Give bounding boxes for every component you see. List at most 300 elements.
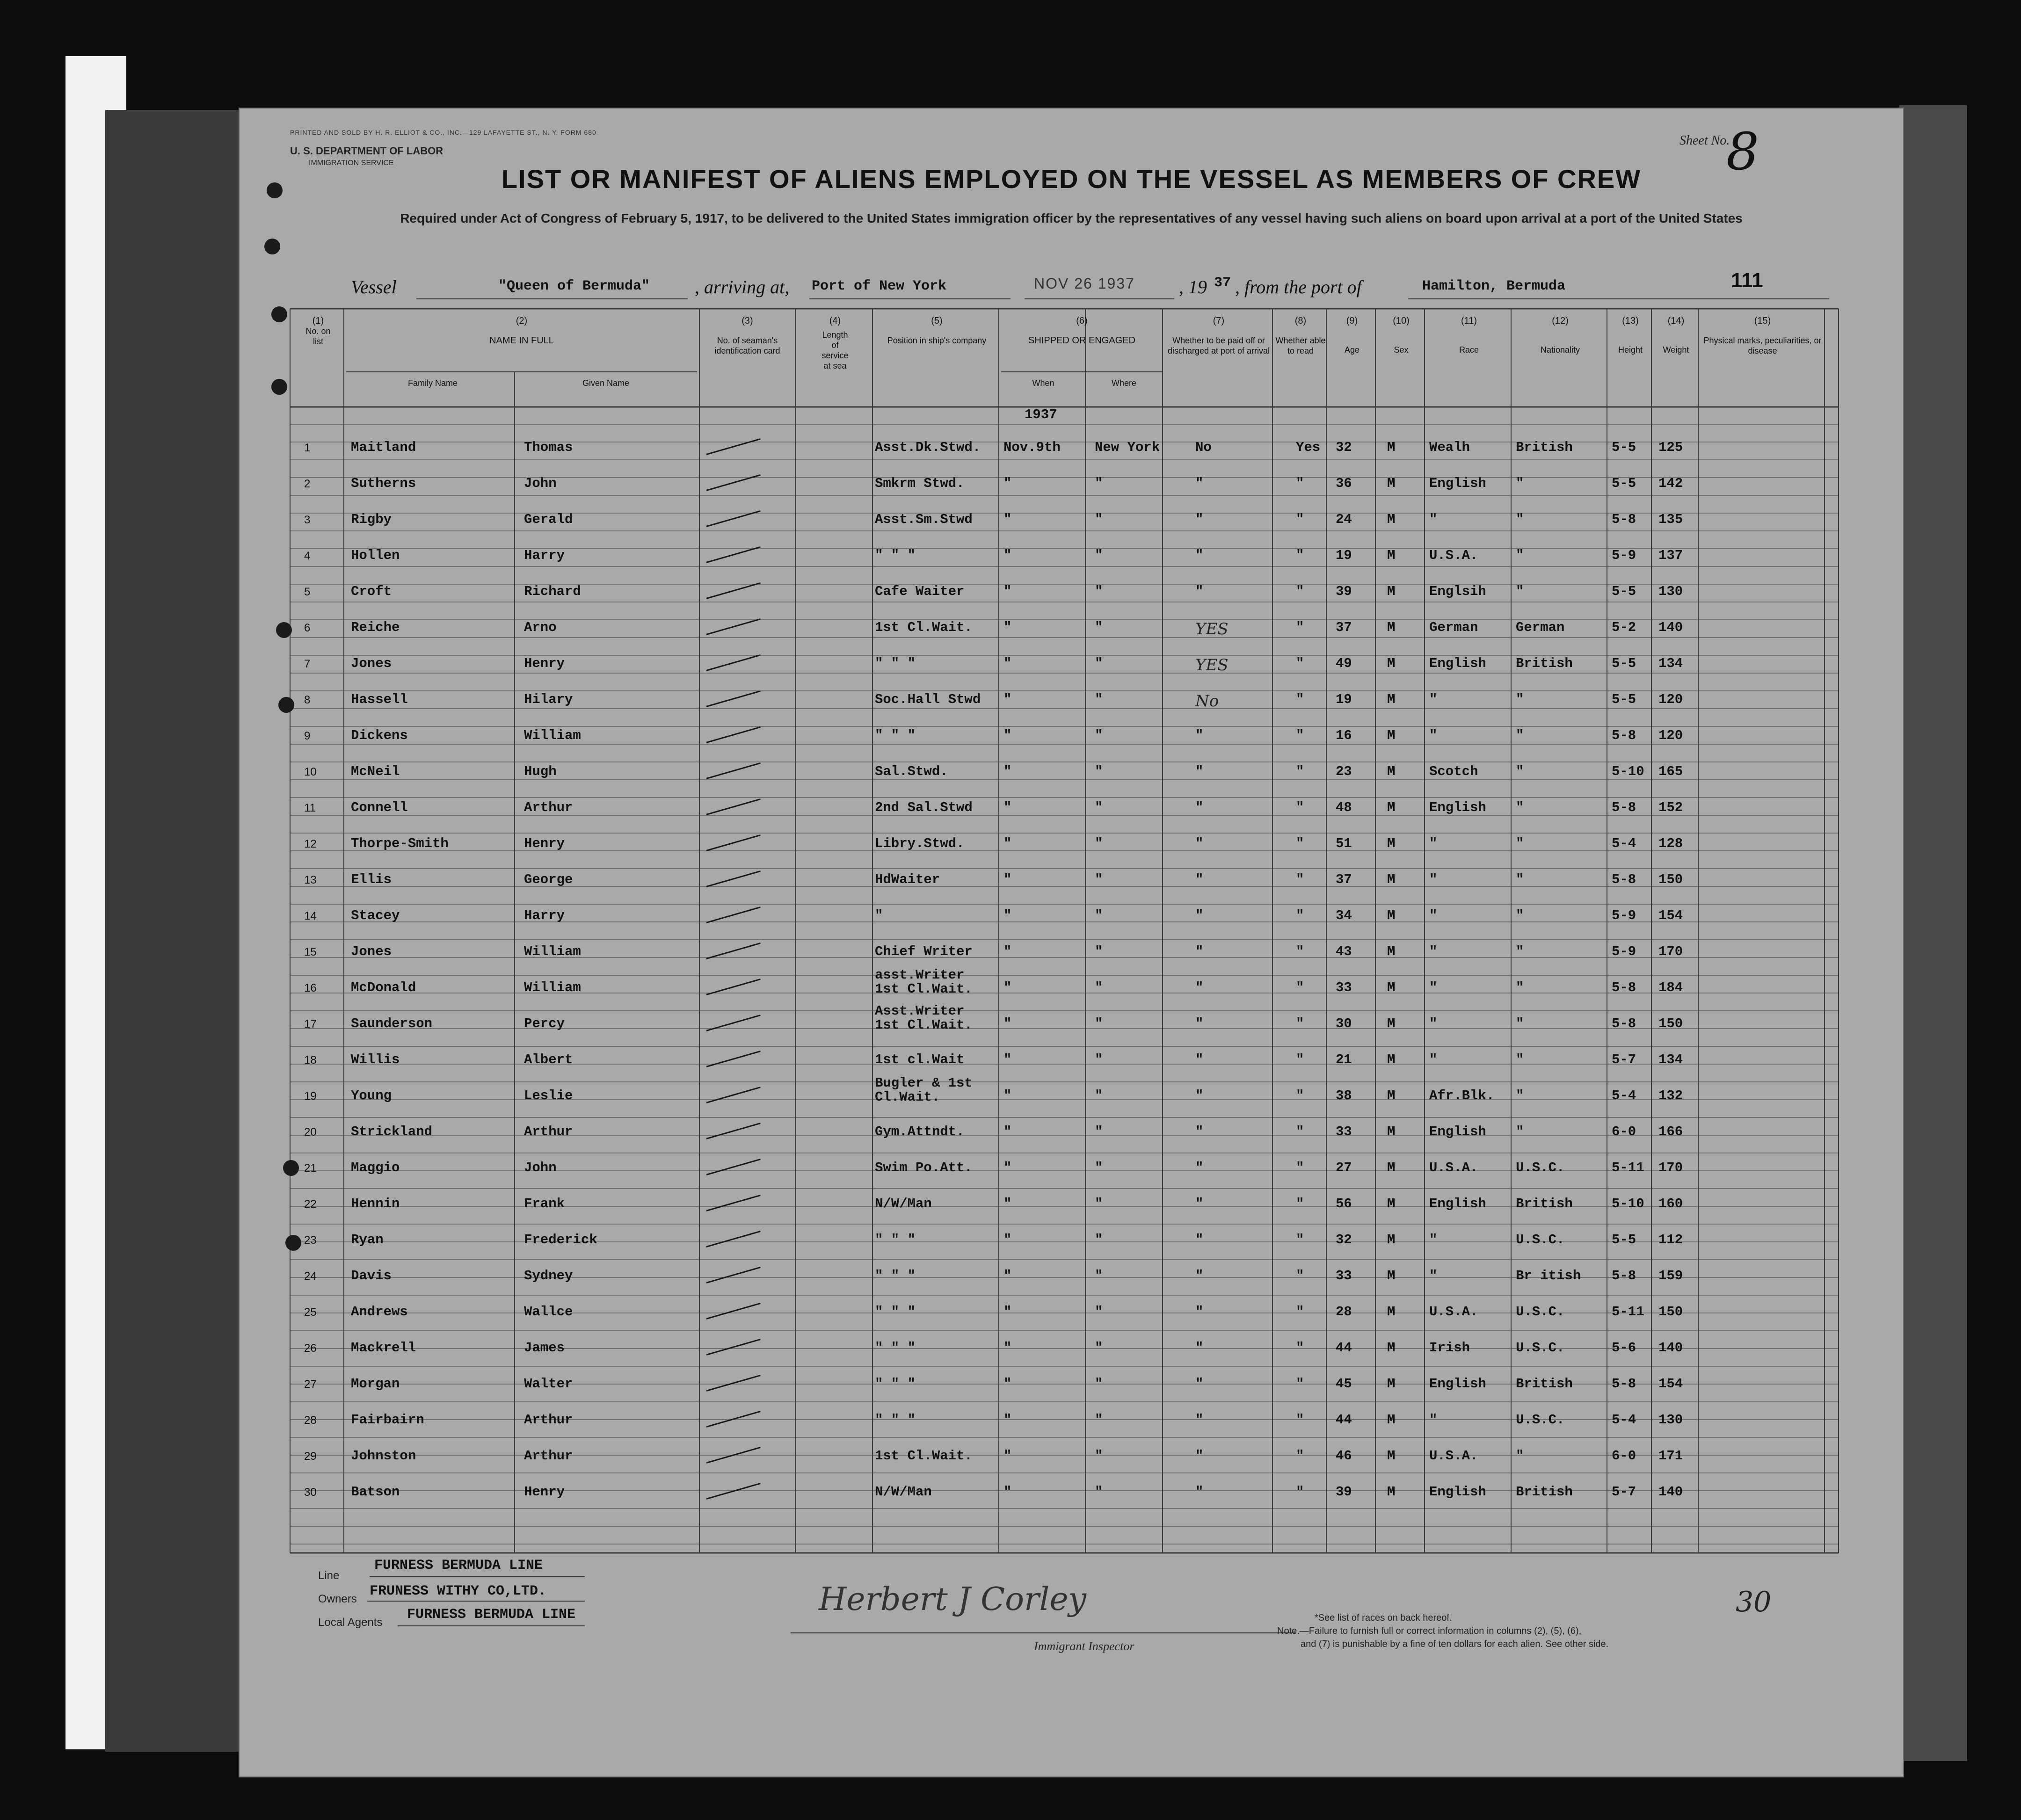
cell-where: " bbox=[1095, 692, 1103, 707]
col6-header: SHIPPED OR ENGAGED bbox=[1028, 335, 1135, 346]
cell-nat: " bbox=[1516, 980, 1524, 995]
cell-race: " bbox=[1429, 908, 1438, 923]
cell-sex: M bbox=[1387, 908, 1396, 923]
cell-where: " bbox=[1095, 872, 1103, 887]
cell-age: 51 bbox=[1336, 836, 1352, 851]
cell-race: U.S.A. bbox=[1429, 548, 1478, 563]
cell-when: " bbox=[1003, 872, 1012, 887]
cell-age: 19 bbox=[1336, 692, 1352, 707]
punch-hole bbox=[276, 622, 292, 638]
cell-height: 5-5 bbox=[1612, 1232, 1636, 1247]
cell-height: 5-6 bbox=[1612, 1340, 1636, 1356]
cell-weight: 165 bbox=[1658, 764, 1683, 779]
cell-nat: British bbox=[1516, 440, 1573, 455]
cell-age: 38 bbox=[1336, 1088, 1352, 1103]
cell-family: Andrews bbox=[351, 1304, 408, 1320]
col11-header: Race bbox=[1459, 345, 1479, 355]
cell-nat: " bbox=[1516, 836, 1524, 851]
cell-paid: " bbox=[1195, 584, 1204, 599]
cell-paid: " bbox=[1195, 980, 1204, 995]
cell-when: " bbox=[1003, 1196, 1012, 1211]
punch-hole bbox=[285, 1235, 301, 1251]
cell-paid: " bbox=[1195, 836, 1204, 851]
col14-header: Weight bbox=[1663, 345, 1689, 355]
cell-given: John bbox=[524, 1160, 557, 1175]
cell-read: " bbox=[1296, 944, 1304, 959]
sheet-number: 8 bbox=[1726, 122, 1759, 181]
cell-family: Morgan bbox=[351, 1376, 400, 1392]
cell-family: McNeil bbox=[351, 764, 400, 779]
cell-given: Henry bbox=[524, 656, 565, 671]
cell-height: 5-5 bbox=[1612, 692, 1636, 707]
cell-age: 33 bbox=[1336, 1268, 1352, 1283]
cell-when: " bbox=[1003, 1412, 1012, 1428]
col9-num: (9) bbox=[1346, 316, 1358, 326]
arriving-label: , arriving at, bbox=[695, 276, 790, 297]
cell-sex: M bbox=[1387, 764, 1396, 779]
cell-weight: 170 bbox=[1658, 1160, 1683, 1175]
cell-nat: U.S.C. bbox=[1516, 1304, 1565, 1320]
cell-when: " bbox=[1003, 476, 1012, 491]
col12-header: Nationality bbox=[1540, 345, 1580, 355]
owners-label: Owners bbox=[318, 1593, 357, 1605]
cell-where: " bbox=[1095, 944, 1103, 959]
cell-no: 24 bbox=[304, 1270, 317, 1283]
cell-read: " bbox=[1296, 800, 1304, 815]
cell-age: 45 bbox=[1336, 1376, 1352, 1392]
col2a-header: Family Name bbox=[407, 378, 458, 388]
cell-height: 5-10 bbox=[1612, 1196, 1644, 1211]
cell-age: 39 bbox=[1336, 584, 1352, 599]
cell-race: English bbox=[1429, 1124, 1486, 1139]
corner-mark: 30 bbox=[1736, 1586, 1772, 1618]
cell-when: " bbox=[1003, 1340, 1012, 1356]
cell-read: " bbox=[1296, 1196, 1304, 1211]
cell-read: " bbox=[1296, 1124, 1304, 1139]
cell-height: 6-0 bbox=[1612, 1124, 1636, 1139]
cell-read: " bbox=[1296, 1412, 1304, 1428]
cell-family: Connell bbox=[351, 800, 408, 815]
cell-where: " bbox=[1095, 548, 1103, 563]
cell-height: 5-4 bbox=[1612, 1088, 1636, 1103]
cell-paid: " bbox=[1195, 944, 1204, 959]
cell-age: 44 bbox=[1336, 1412, 1352, 1428]
cell-sex: M bbox=[1387, 1412, 1396, 1428]
cell-no: 27 bbox=[304, 1378, 317, 1391]
agents-underline bbox=[398, 1625, 585, 1626]
cell-paid: " bbox=[1195, 1088, 1204, 1103]
cell-sex: M bbox=[1387, 512, 1396, 527]
inspector-signature: Herbert J Corley bbox=[819, 1581, 1087, 1618]
col8-num: (8) bbox=[1294, 316, 1307, 326]
cell-read: " bbox=[1296, 620, 1304, 635]
col6b-header: Where bbox=[1111, 378, 1136, 388]
cell-family: Reiche bbox=[351, 620, 400, 635]
col13-header: Height bbox=[1618, 345, 1643, 355]
cell-nat: " bbox=[1516, 908, 1524, 923]
cell-no: 2 bbox=[304, 478, 311, 490]
from-port: Hamilton, Bermuda bbox=[1422, 278, 1566, 294]
cell-when: " bbox=[1003, 980, 1012, 995]
cell-weight: 166 bbox=[1658, 1124, 1683, 1139]
cell-given: Richard bbox=[524, 584, 581, 599]
cell-read: " bbox=[1296, 1448, 1304, 1464]
arrival-port: Port of New York bbox=[812, 278, 947, 294]
ruled-grid bbox=[239, 108, 1904, 1777]
cell-paid: " bbox=[1195, 1196, 1204, 1211]
cell-weight: 140 bbox=[1658, 1484, 1683, 1500]
cell-race: English bbox=[1429, 1376, 1486, 1392]
cell-where: " bbox=[1095, 1304, 1103, 1320]
cell-when: " bbox=[1003, 620, 1012, 635]
cell-family: Davis bbox=[351, 1268, 392, 1283]
cell-height: 5-5 bbox=[1612, 656, 1636, 671]
cell-when: " bbox=[1003, 512, 1012, 527]
cell-family: Mackrell bbox=[351, 1340, 416, 1356]
cell-nat: German bbox=[1516, 620, 1565, 635]
cell-race: " bbox=[1429, 728, 1438, 743]
line-underline bbox=[370, 1576, 585, 1577]
cell-nat: U.S.C. bbox=[1516, 1340, 1565, 1356]
cell-position: " " " bbox=[875, 1376, 916, 1392]
cell-sex: M bbox=[1387, 872, 1396, 887]
cell-position: Smkrm Stwd. bbox=[875, 476, 965, 491]
cell-no: 14 bbox=[304, 910, 317, 922]
cell-where: " bbox=[1095, 1376, 1103, 1392]
cell-position: " bbox=[875, 908, 883, 923]
cell-age: 28 bbox=[1336, 1304, 1352, 1320]
cell-paid: " bbox=[1195, 1448, 1204, 1464]
cell-race: " bbox=[1429, 1412, 1438, 1428]
cell-height: 5-9 bbox=[1612, 908, 1636, 923]
cell-paid: " bbox=[1195, 872, 1204, 887]
cell-where: " bbox=[1095, 1232, 1103, 1247]
cell-race: " bbox=[1429, 872, 1438, 887]
cell-position: Sal.Stwd. bbox=[875, 764, 948, 779]
cell-where: " bbox=[1095, 836, 1103, 851]
cell-age: 39 bbox=[1336, 1484, 1352, 1500]
cell-race: English bbox=[1429, 656, 1486, 671]
cell-position: Asst.Writer 1st Cl.Wait. bbox=[875, 1003, 973, 1033]
cell-height: 5-11 bbox=[1612, 1304, 1644, 1320]
col5-num: (5) bbox=[931, 316, 943, 326]
cell-height: 5-8 bbox=[1612, 1016, 1636, 1031]
cell-no: 30 bbox=[304, 1486, 317, 1499]
cell-weight: 130 bbox=[1658, 584, 1683, 599]
cell-sex: M bbox=[1387, 656, 1396, 671]
cell-race: English bbox=[1429, 800, 1486, 815]
cell-paid: " bbox=[1195, 1484, 1204, 1500]
cell-given: Arthur bbox=[524, 1124, 573, 1139]
cell-when: " bbox=[1003, 728, 1012, 743]
cell-where: " bbox=[1095, 728, 1103, 743]
col14-num: (14) bbox=[1667, 316, 1685, 326]
cell-weight: 159 bbox=[1658, 1268, 1683, 1283]
cell-height: 5-7 bbox=[1612, 1484, 1636, 1500]
cell-age: 19 bbox=[1336, 548, 1352, 563]
cell-where: " bbox=[1095, 584, 1103, 599]
cell-paid: " bbox=[1195, 1160, 1204, 1175]
cell-height: 5-4 bbox=[1612, 1412, 1636, 1428]
cell-nat: " bbox=[1516, 1088, 1524, 1103]
cell-position: HdWaiter bbox=[875, 872, 940, 887]
cell-age: 30 bbox=[1336, 1016, 1352, 1031]
cell-given: Sydney bbox=[524, 1268, 573, 1283]
cell-nat: " bbox=[1516, 944, 1524, 959]
cell-when: " bbox=[1003, 908, 1012, 923]
cell-sex: M bbox=[1387, 1376, 1396, 1392]
cell-age: 44 bbox=[1336, 1340, 1352, 1356]
cell-weight: 154 bbox=[1658, 1376, 1683, 1392]
cell-given: Henry bbox=[524, 836, 565, 851]
cell-height: 5-8 bbox=[1612, 512, 1636, 527]
note-penalty-1: Note.—Failure to furnish full or correct information in columns (2), (5), (6), bbox=[1277, 1626, 1582, 1636]
cell-race: English bbox=[1429, 476, 1486, 491]
cell-given: Frank bbox=[524, 1196, 565, 1211]
cell-age: 37 bbox=[1336, 872, 1352, 887]
cell-family: Fairbairn bbox=[351, 1412, 424, 1428]
cell-sex: M bbox=[1387, 1052, 1396, 1067]
cell-given: William bbox=[524, 728, 581, 743]
cell-given: Thomas bbox=[524, 440, 573, 455]
note-races: *See list of races on back hereof. bbox=[1315, 1613, 1452, 1623]
line-label: Line bbox=[318, 1569, 340, 1582]
cell-given: Harry bbox=[524, 908, 565, 923]
cell-nat: U.S.C. bbox=[1516, 1160, 1565, 1175]
cell-read: " bbox=[1296, 1484, 1304, 1500]
cell-height: 5-8 bbox=[1612, 728, 1636, 743]
cell-height: 6-0 bbox=[1612, 1448, 1636, 1464]
cell-where: " bbox=[1095, 1052, 1103, 1067]
cell-family: Ellis bbox=[351, 872, 392, 887]
cell-paid: YES bbox=[1195, 620, 1229, 638]
cell-no: 10 bbox=[304, 766, 317, 778]
cell-position: 1st Cl.Wait. bbox=[875, 1448, 973, 1464]
cell-paid: " bbox=[1195, 1016, 1204, 1031]
agents-label: Local Agents bbox=[318, 1616, 383, 1629]
cell-where: " bbox=[1095, 764, 1103, 779]
cell-sex: M bbox=[1387, 1196, 1396, 1211]
cell-position: " " " bbox=[875, 1268, 916, 1283]
cell-position: " " " bbox=[875, 728, 916, 743]
cell-height: 5-5 bbox=[1612, 476, 1636, 491]
cell-weight: 125 bbox=[1658, 440, 1683, 455]
cell-height: 5-5 bbox=[1612, 440, 1636, 455]
cell-race: " bbox=[1429, 836, 1438, 851]
cell-family: Johnston bbox=[351, 1448, 416, 1464]
cell-read: " bbox=[1296, 1268, 1304, 1283]
department-name: U. S. DEPARTMENT OF LABOR bbox=[290, 145, 443, 157]
cell-given: Percy bbox=[524, 1016, 565, 1031]
cell-no: 28 bbox=[304, 1414, 317, 1427]
cell-paid: " bbox=[1195, 1124, 1204, 1139]
cell-paid: " bbox=[1195, 800, 1204, 815]
cell-no: 19 bbox=[304, 1090, 317, 1102]
punch-hole bbox=[264, 239, 280, 254]
cell-race: U.S.A. bbox=[1429, 1448, 1478, 1464]
cell-age: 33 bbox=[1336, 1124, 1352, 1139]
cell-race: German bbox=[1429, 620, 1478, 635]
cell-read: " bbox=[1296, 728, 1304, 743]
cell-no: 8 bbox=[304, 694, 311, 706]
list-number: 111 bbox=[1731, 269, 1763, 292]
cell-paid: No bbox=[1195, 692, 1219, 711]
cell-nat: Br itish bbox=[1516, 1268, 1581, 1283]
cell-when: " bbox=[1003, 1088, 1012, 1103]
cell-where: " bbox=[1095, 1268, 1103, 1283]
cell-position: Gym.Attndt. bbox=[875, 1124, 965, 1139]
cell-read: " bbox=[1296, 1016, 1304, 1031]
cell-height: 5-8 bbox=[1612, 1268, 1636, 1283]
cell-sex: M bbox=[1387, 800, 1396, 815]
punch-hole bbox=[267, 182, 283, 198]
cell-family: Saunderson bbox=[351, 1016, 433, 1031]
cell-height: 5-9 bbox=[1612, 548, 1636, 563]
cell-position: " " " bbox=[875, 1304, 916, 1320]
cell-read: Yes bbox=[1296, 440, 1321, 455]
cell-nat: British bbox=[1516, 1196, 1573, 1211]
cell-given: Hilary bbox=[524, 692, 573, 707]
cell-where: " bbox=[1095, 800, 1103, 815]
binder-right-edge bbox=[1899, 105, 1967, 1761]
cell-family: Maggio bbox=[351, 1160, 400, 1175]
cell-no: 23 bbox=[304, 1234, 317, 1247]
cell-when: " bbox=[1003, 548, 1012, 563]
cell-race: English bbox=[1429, 1484, 1486, 1500]
cell-no: 7 bbox=[304, 658, 311, 670]
cell-position: N/W/Man bbox=[875, 1196, 932, 1211]
cell-position: asst.Writer 1st Cl.Wait. bbox=[875, 967, 973, 997]
cell-sex: M bbox=[1387, 440, 1396, 455]
cell-height: 5-8 bbox=[1612, 980, 1636, 995]
cell-position: " " " bbox=[875, 1232, 916, 1247]
cell-given: Arno bbox=[524, 620, 557, 635]
cell-family: Hassell bbox=[351, 692, 408, 707]
cell-where: " bbox=[1095, 1016, 1103, 1031]
cell-nat: " bbox=[1516, 584, 1524, 599]
cell-given: Leslie bbox=[524, 1088, 573, 1103]
col5-header: Position in ship's company bbox=[887, 336, 987, 345]
punch-hole bbox=[271, 306, 287, 322]
cell-position: Soc.Hall Stwd bbox=[875, 692, 981, 707]
year-written: 1937 bbox=[1025, 407, 1057, 422]
cell-race: Irish bbox=[1429, 1340, 1470, 1356]
cell-read: " bbox=[1296, 1232, 1304, 1247]
cell-given: William bbox=[524, 944, 581, 959]
cell-when: " bbox=[1003, 800, 1012, 815]
cell-height: 5-10 bbox=[1612, 764, 1644, 779]
cell-paid: " bbox=[1195, 512, 1204, 527]
cell-when: " bbox=[1003, 1160, 1012, 1175]
cell-paid: " bbox=[1195, 1052, 1204, 1067]
cell-no: 18 bbox=[304, 1054, 317, 1066]
cell-age: 43 bbox=[1336, 944, 1352, 959]
cell-sex: M bbox=[1387, 1304, 1396, 1320]
cell-no: 25 bbox=[304, 1306, 317, 1319]
col10-header: Sex bbox=[1394, 345, 1409, 355]
cell-no: 29 bbox=[304, 1450, 317, 1463]
cell-position: Asst.Sm.Stwd bbox=[875, 512, 973, 527]
cell-weight: 137 bbox=[1658, 548, 1683, 563]
cell-weight: 160 bbox=[1658, 1196, 1683, 1211]
cell-position: " " " bbox=[875, 1340, 916, 1356]
cell-no: 4 bbox=[304, 550, 311, 562]
cell-nat: " bbox=[1516, 764, 1524, 779]
cell-when: " bbox=[1003, 1124, 1012, 1139]
cell-sex: M bbox=[1387, 1484, 1396, 1500]
cell-where: " bbox=[1095, 1412, 1103, 1428]
punch-hole bbox=[278, 697, 294, 713]
cell-sex: M bbox=[1387, 1340, 1396, 1356]
cell-nat: " bbox=[1516, 548, 1524, 563]
cell-sex: M bbox=[1387, 836, 1396, 851]
cell-read: " bbox=[1296, 1088, 1304, 1103]
cell-paid: " bbox=[1195, 476, 1204, 491]
cell-given: George bbox=[524, 872, 573, 887]
cell-no: 11 bbox=[304, 802, 316, 814]
col4-header: Length of service at sea bbox=[821, 330, 849, 370]
cell-no: 6 bbox=[304, 622, 311, 634]
cell-where: " bbox=[1095, 908, 1103, 923]
cell-no: 22 bbox=[304, 1198, 317, 1211]
line-value: FURNESS BERMUDA LINE bbox=[374, 1558, 543, 1573]
cell-position: " " " bbox=[875, 548, 916, 563]
cell-age: 32 bbox=[1336, 1232, 1352, 1247]
cell-read: " bbox=[1296, 512, 1304, 527]
cell-weight: 152 bbox=[1658, 800, 1683, 815]
cell-where: " bbox=[1095, 1088, 1103, 1103]
cell-family: Croft bbox=[351, 584, 392, 599]
cell-where: " bbox=[1095, 1484, 1103, 1500]
cell-height: 5-9 bbox=[1612, 944, 1636, 959]
cell-read: " bbox=[1296, 872, 1304, 887]
cell-race: " bbox=[1429, 1232, 1438, 1247]
cell-sex: M bbox=[1387, 1448, 1396, 1464]
cell-nat: " bbox=[1516, 800, 1524, 815]
cell-position: " " " bbox=[875, 656, 916, 671]
cell-position: Libry.Stwd. bbox=[875, 836, 965, 851]
col7-num: (7) bbox=[1213, 316, 1225, 326]
cell-weight: 171 bbox=[1658, 1448, 1683, 1464]
col11-num: (11) bbox=[1461, 316, 1477, 326]
cell-race: " bbox=[1429, 944, 1438, 959]
binder-strip bbox=[105, 110, 241, 1752]
cell-sex: M bbox=[1387, 1160, 1396, 1175]
cell-age: 33 bbox=[1336, 980, 1352, 995]
cell-no: 1 bbox=[304, 442, 311, 454]
cell-no: 12 bbox=[304, 838, 317, 850]
manifest-sheet bbox=[239, 108, 1904, 1777]
cell-weight: 150 bbox=[1658, 1016, 1683, 1031]
cell-race: Wealh bbox=[1429, 440, 1470, 455]
cell-position: Bugler & 1st Cl.Wait. bbox=[875, 1075, 973, 1105]
cell-weight: 140 bbox=[1658, 1340, 1683, 1356]
cell-position: Asst.Dk.Stwd. bbox=[875, 440, 981, 455]
cell-when: " bbox=[1003, 1052, 1012, 1067]
cell-nat: " bbox=[1516, 1052, 1524, 1067]
cell-family: Strickland bbox=[351, 1124, 433, 1139]
col15-header: Physical marks, peculiarities, or disease bbox=[1703, 336, 1822, 355]
cell-height: 5-7 bbox=[1612, 1052, 1636, 1067]
cell-given: Arthur bbox=[524, 1412, 573, 1428]
page-title: LIST OR MANIFEST OF ALIENS EMPLOYED ON THE VESSEL AS MEMBERS OF CREW bbox=[501, 164, 1642, 194]
printer-credit: PRINTED AND SOLD BY H. R. ELLIOT & CO., INC.—129 LAFAYETTE ST., N. Y. FORM 680 bbox=[290, 129, 596, 136]
cell-given: William bbox=[524, 980, 581, 995]
cell-nat: " bbox=[1516, 692, 1524, 707]
cell-family: McDonald bbox=[351, 980, 416, 995]
cell-family: Stacey bbox=[351, 908, 400, 923]
cell-sex: M bbox=[1387, 1232, 1396, 1247]
